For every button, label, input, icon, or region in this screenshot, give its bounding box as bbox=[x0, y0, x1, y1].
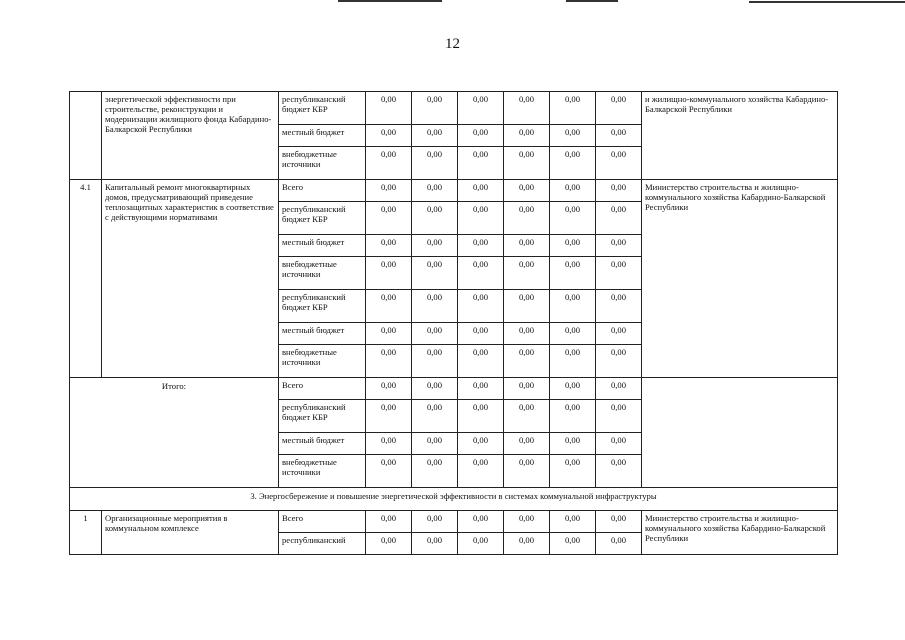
funding-source: Всего bbox=[279, 378, 366, 400]
amount-cell: 0,00 bbox=[412, 345, 458, 378]
amount-cell: 0,00 bbox=[412, 202, 458, 235]
amount-cell: 0,00 bbox=[550, 433, 596, 455]
funding-source: республиканский бюджет КБР bbox=[279, 400, 366, 433]
amount-cell: 0,00 bbox=[366, 147, 412, 180]
funding-source: внебюджетные источники bbox=[279, 147, 366, 180]
amount-cell: 0,00 bbox=[458, 378, 504, 400]
amount-cell: 0,00 bbox=[412, 125, 458, 147]
amount-cell: 0,00 bbox=[596, 511, 642, 533]
budget-table bbox=[69, 91, 838, 555]
funding-source: внебюджетные источники bbox=[279, 257, 366, 290]
amount-cell: 0,00 bbox=[458, 92, 504, 125]
amount-cell: 0,00 bbox=[550, 378, 596, 400]
amount-cell: 0,00 bbox=[550, 345, 596, 378]
responsible-executor: и жилищно-коммунального хозяйства Кабардино-Балкарской Республики bbox=[642, 92, 838, 180]
amount-cell: 0,00 bbox=[596, 125, 642, 147]
amount-cell: 0,00 bbox=[458, 455, 504, 488]
page-number: 12 bbox=[445, 36, 460, 52]
funding-source: Всего bbox=[279, 180, 366, 202]
amount-cell: 0,00 bbox=[412, 290, 458, 323]
amount-cell: 0,00 bbox=[412, 511, 458, 533]
amount-cell: 0,00 bbox=[596, 433, 642, 455]
amount-cell: 0,00 bbox=[366, 235, 412, 257]
table-row bbox=[70, 511, 838, 533]
amount-cell: 0,00 bbox=[550, 92, 596, 125]
measure-name: Организационные мероприятия в коммунальном комплексе bbox=[102, 511, 279, 555]
amount-cell: 0,00 bbox=[366, 455, 412, 488]
amount-cell: 0,00 bbox=[550, 533, 596, 555]
amount-cell: 0,00 bbox=[504, 400, 550, 433]
amount-cell: 0,00 bbox=[366, 511, 412, 533]
amount-cell: 0,00 bbox=[366, 433, 412, 455]
funding-source: республиканский бюджет КБР bbox=[279, 290, 366, 323]
amount-cell: 0,00 bbox=[504, 202, 550, 235]
funding-source: внебюджетные источники bbox=[279, 345, 366, 378]
amount-cell: 0,00 bbox=[596, 455, 642, 488]
amount-cell: 0,00 bbox=[504, 290, 550, 323]
amount-cell: 0,00 bbox=[458, 257, 504, 290]
amount-cell: 0,00 bbox=[366, 180, 412, 202]
amount-cell: 0,00 bbox=[596, 202, 642, 235]
amount-cell: 0,00 bbox=[504, 455, 550, 488]
amount-cell: 0,00 bbox=[504, 147, 550, 180]
amount-cell: 0,00 bbox=[550, 235, 596, 257]
table-row bbox=[70, 92, 838, 125]
amount-cell: 0,00 bbox=[366, 400, 412, 433]
amount-cell: 0,00 bbox=[504, 125, 550, 147]
amount-cell: 0,00 bbox=[412, 433, 458, 455]
amount-cell: 0,00 bbox=[596, 180, 642, 202]
row-number: 1 bbox=[70, 511, 102, 555]
amount-cell: 0,00 bbox=[366, 202, 412, 235]
table-row bbox=[70, 180, 838, 202]
total-row bbox=[70, 378, 838, 400]
funding-source: местный бюджет bbox=[279, 323, 366, 345]
amount-cell: 0,00 bbox=[550, 125, 596, 147]
amount-cell: 0,00 bbox=[504, 257, 550, 290]
amount-cell: 0,00 bbox=[550, 180, 596, 202]
funding-source: Всего bbox=[279, 511, 366, 533]
amount-cell: 0,00 bbox=[412, 533, 458, 555]
amount-cell: 0,00 bbox=[458, 400, 504, 433]
amount-cell: 0,00 bbox=[458, 147, 504, 180]
amount-cell: 0,00 bbox=[596, 533, 642, 555]
amount-cell: 0,00 bbox=[458, 202, 504, 235]
amount-cell: 0,00 bbox=[412, 235, 458, 257]
amount-cell: 0,00 bbox=[550, 147, 596, 180]
amount-cell: 0,00 bbox=[550, 323, 596, 345]
scan-top-marks bbox=[0, 0, 905, 6]
amount-cell: 0,00 bbox=[366, 378, 412, 400]
section-title: 3. Энергосбережение и повышение энергетической эффективности в системах коммунальной инфраструктуры bbox=[70, 488, 838, 511]
amount-cell: 0,00 bbox=[366, 345, 412, 378]
amount-cell: 0,00 bbox=[366, 290, 412, 323]
amount-cell: 0,00 bbox=[504, 433, 550, 455]
amount-cell: 0,00 bbox=[550, 511, 596, 533]
amount-cell: 0,00 bbox=[412, 400, 458, 433]
amount-cell: 0,00 bbox=[550, 257, 596, 290]
amount-cell: 0,00 bbox=[550, 202, 596, 235]
amount-cell: 0,00 bbox=[504, 235, 550, 257]
amount-cell: 0,00 bbox=[458, 125, 504, 147]
amount-cell: 0,00 bbox=[458, 511, 504, 533]
amount-cell: 0,00 bbox=[412, 147, 458, 180]
amount-cell: 0,00 bbox=[596, 257, 642, 290]
total-label: Итого: bbox=[70, 378, 279, 488]
funding-source: местный бюджет bbox=[279, 125, 366, 147]
amount-cell: 0,00 bbox=[596, 323, 642, 345]
funding-source: республиканский бюджет КБР bbox=[279, 202, 366, 235]
amount-cell: 0,00 bbox=[504, 323, 550, 345]
amount-cell: 0,00 bbox=[504, 378, 550, 400]
amount-cell: 0,00 bbox=[596, 378, 642, 400]
amount-cell: 0,00 bbox=[596, 92, 642, 125]
amount-cell: 0,00 bbox=[366, 323, 412, 345]
amount-cell: 0,00 bbox=[458, 323, 504, 345]
amount-cell: 0,00 bbox=[550, 290, 596, 323]
amount-cell: 0,00 bbox=[366, 125, 412, 147]
funding-source: республиканский бюджет КБР bbox=[279, 92, 366, 125]
funding-source: местный бюджет bbox=[279, 235, 366, 257]
amount-cell: 0,00 bbox=[504, 92, 550, 125]
amount-cell: 0,00 bbox=[596, 290, 642, 323]
amount-cell: 0,00 bbox=[412, 180, 458, 202]
funding-source: внебюджетные источники bbox=[279, 455, 366, 488]
amount-cell: 0,00 bbox=[412, 257, 458, 290]
amount-cell: 0,00 bbox=[458, 180, 504, 202]
responsible-executor: Министерство строительства и жилищно-коммунального хозяйства Кабардино-Балкарской Республики bbox=[642, 511, 838, 555]
measure-name: Капитальный ремонт многоквартирных домов, предусматривающий приведение теплозащитных характеристик в соответствие с действующими нормативами bbox=[102, 180, 279, 378]
amount-cell: 0,00 bbox=[366, 533, 412, 555]
amount-cell: 0,00 bbox=[412, 323, 458, 345]
amount-cell: 0,00 bbox=[412, 378, 458, 400]
amount-cell: 0,00 bbox=[596, 147, 642, 180]
amount-cell: 0,00 bbox=[458, 433, 504, 455]
responsible-executor bbox=[642, 378, 838, 488]
measure-name: энергетической эффективности при строительстве, реконструкции и модернизации жилищного фонда Кабардино-Балкарской Республики bbox=[102, 92, 279, 180]
amount-cell: 0,00 bbox=[458, 290, 504, 323]
amount-cell: 0,00 bbox=[458, 235, 504, 257]
amount-cell: 0,00 bbox=[550, 400, 596, 433]
section-row bbox=[70, 488, 838, 511]
amount-cell: 0,00 bbox=[596, 235, 642, 257]
amount-cell: 0,00 bbox=[458, 345, 504, 378]
amount-cell: 0,00 bbox=[550, 455, 596, 488]
funding-source: республиканский bbox=[279, 533, 366, 555]
amount-cell: 0,00 bbox=[366, 92, 412, 125]
amount-cell: 0,00 bbox=[412, 455, 458, 488]
amount-cell: 0,00 bbox=[412, 92, 458, 125]
amount-cell: 0,00 bbox=[366, 257, 412, 290]
amount-cell: 0,00 bbox=[504, 511, 550, 533]
amount-cell: 0,00 bbox=[504, 180, 550, 202]
amount-cell: 0,00 bbox=[596, 400, 642, 433]
responsible-executor: Министерство строительства и жилищно-коммунального хозяйства Кабардино-Балкарской Республики bbox=[642, 180, 838, 378]
amount-cell: 0,00 bbox=[458, 533, 504, 555]
amount-cell: 0,00 bbox=[596, 345, 642, 378]
row-number bbox=[70, 92, 102, 180]
amount-cell: 0,00 bbox=[504, 345, 550, 378]
funding-source: местный бюджет bbox=[279, 433, 366, 455]
row-number: 4.1 bbox=[70, 180, 102, 378]
amount-cell: 0,00 bbox=[504, 533, 550, 555]
